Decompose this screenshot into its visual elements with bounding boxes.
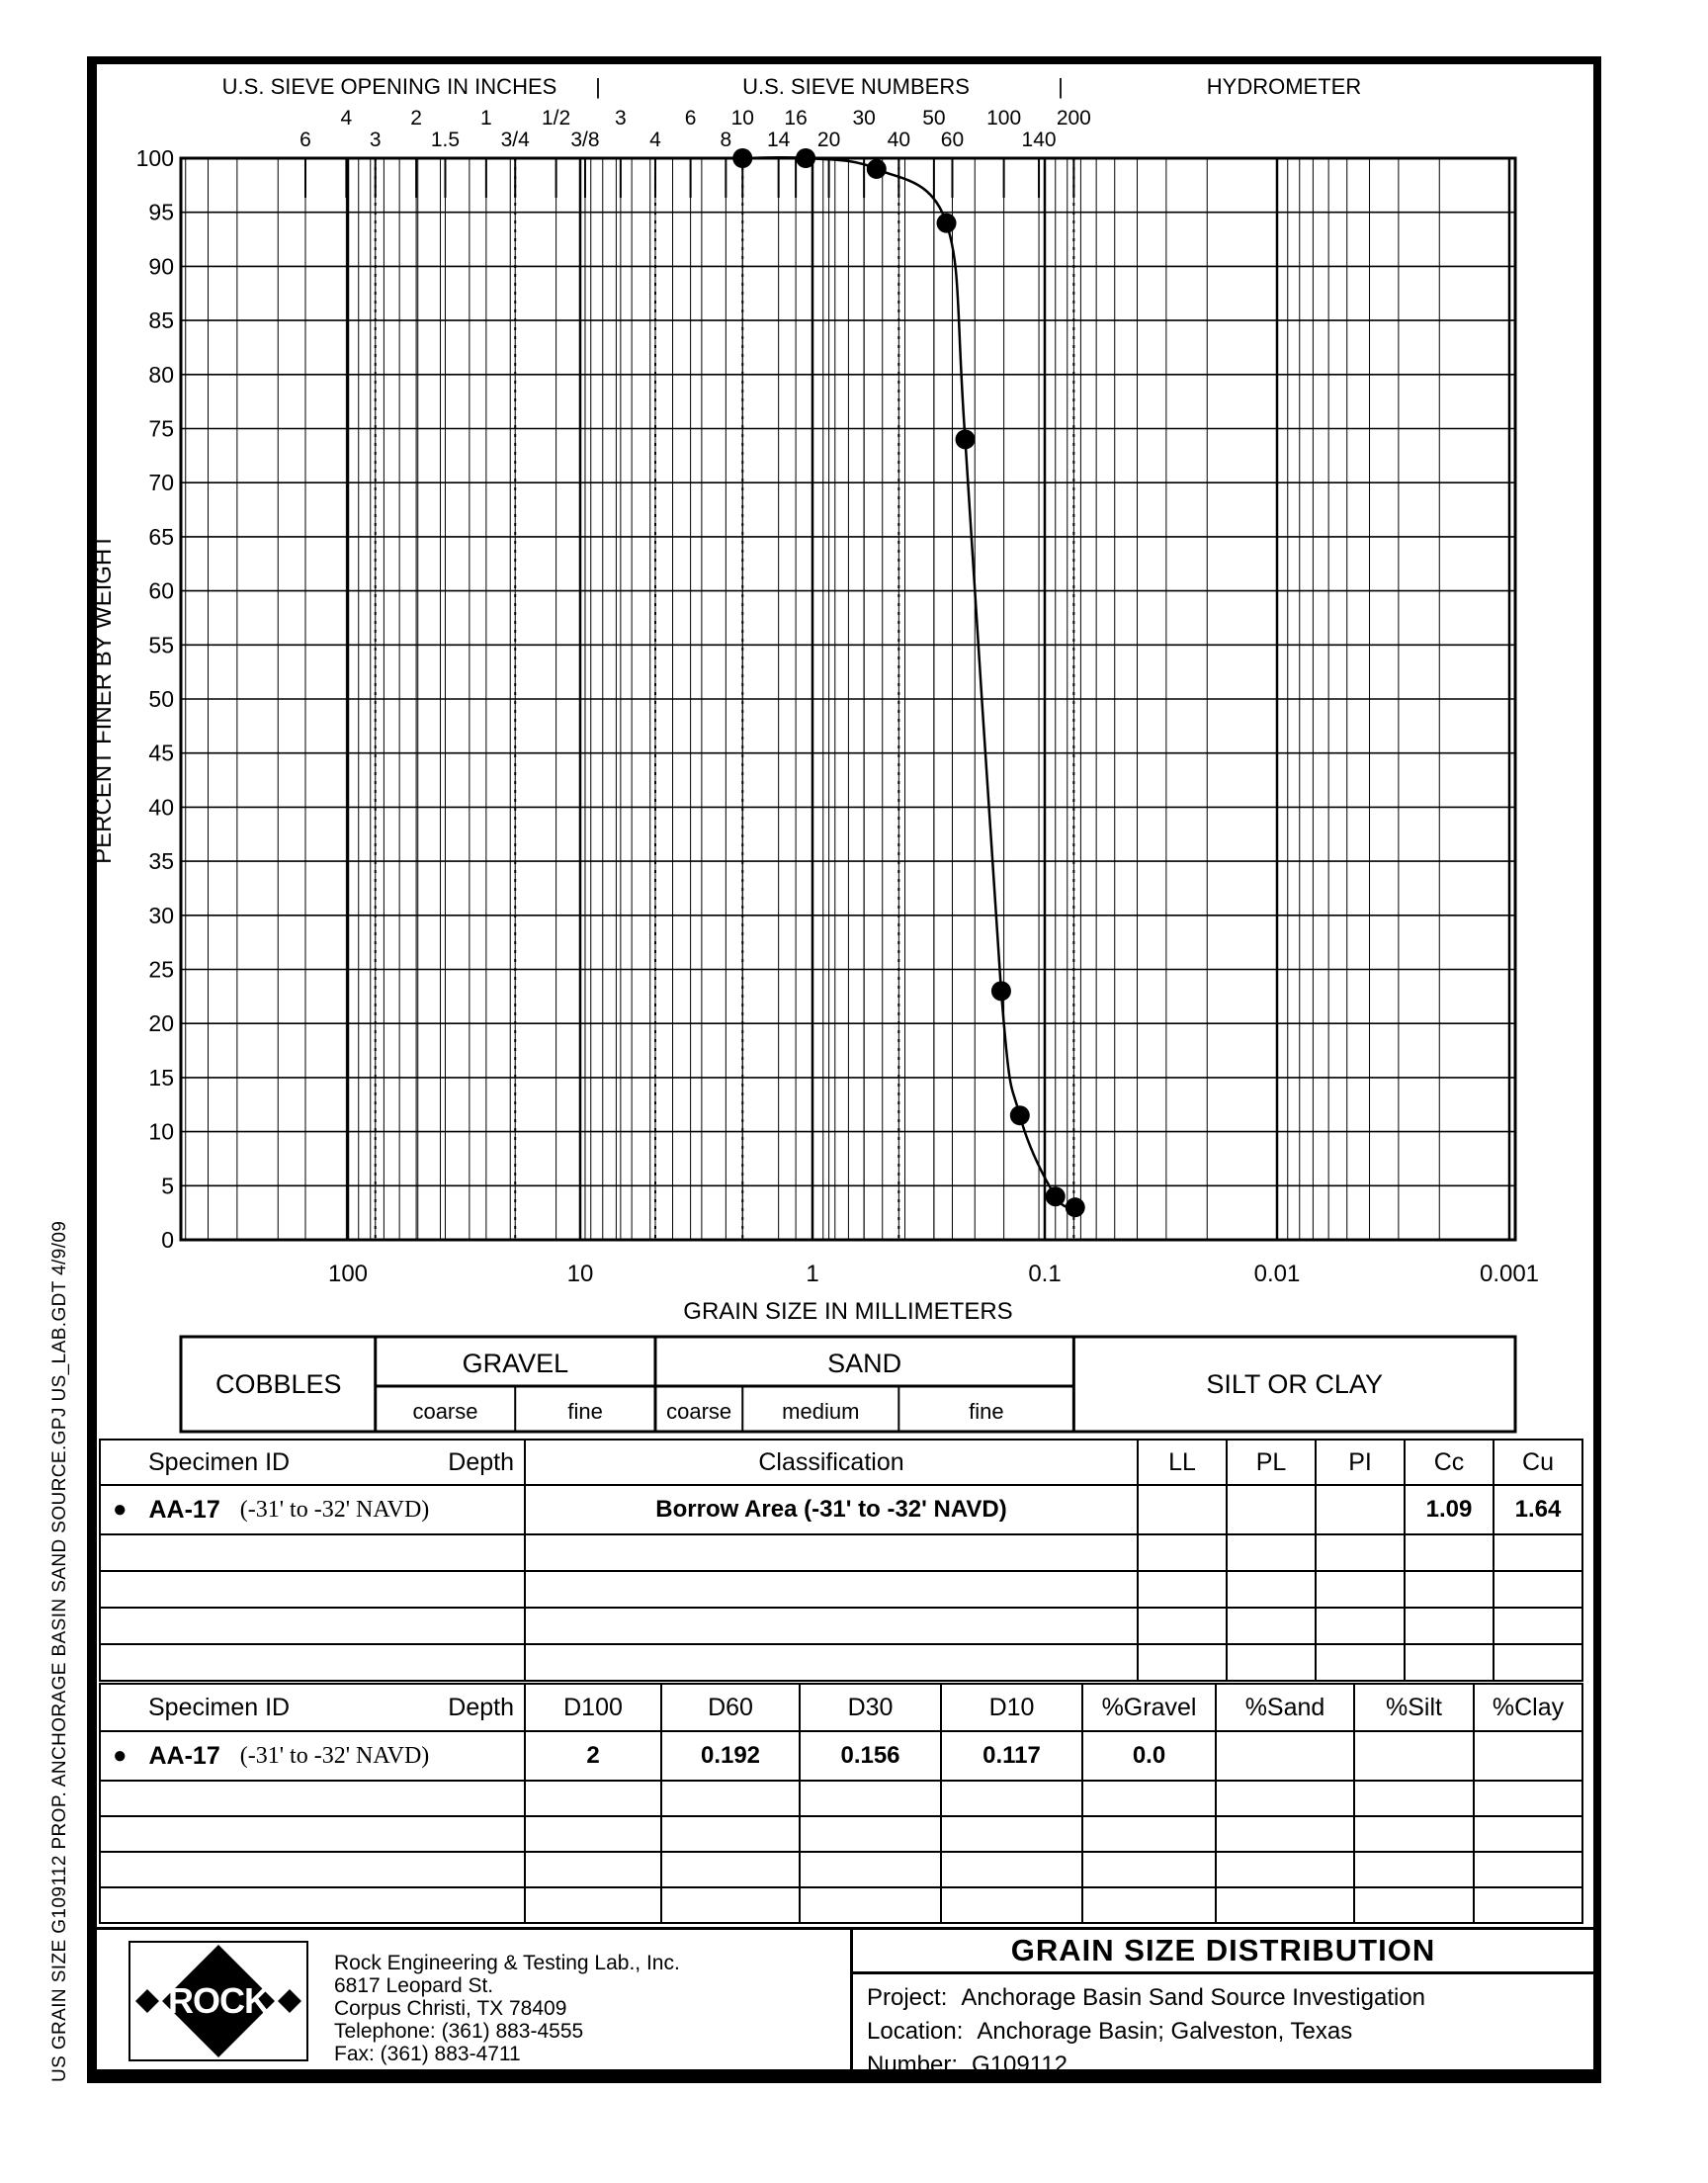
- gradation-table: [99, 1683, 1583, 1924]
- location-line: [867, 2018, 1593, 2046]
- table-cell: [1138, 1644, 1227, 1681]
- x-tick-label: 0.001: [1479, 1261, 1540, 1287]
- number-label: Number:: [867, 2052, 959, 2078]
- sieve-label: 1: [480, 107, 492, 130]
- sieve-label: 4: [649, 129, 661, 151]
- gradation-curve: [742, 157, 1074, 1207]
- sieve-label: 3/8: [570, 129, 600, 151]
- y-tick-label: 70: [148, 470, 174, 496]
- column-header: PL: [1227, 1440, 1316, 1485]
- y-tick-label: 55: [148, 632, 174, 658]
- y-tick-label: 85: [148, 307, 174, 334]
- table-cell: 0.192: [661, 1731, 800, 1781]
- sieve-label: 6: [299, 129, 311, 151]
- table-cell: 0.117: [941, 1731, 1082, 1781]
- table-cell: [1216, 1731, 1354, 1781]
- project-value: Anchorage Basin Sand Source Investigation: [961, 1984, 1426, 2011]
- footer-company-pane: [97, 1930, 850, 2072]
- column-header: %Clay: [1474, 1684, 1582, 1731]
- company-name: Rock Engineering & Testing Lab., Inc.: [334, 1952, 680, 1974]
- table-cell: [1354, 1816, 1474, 1852]
- footer-title-pane: [850, 1930, 1593, 2078]
- project-line: [867, 1984, 1593, 2012]
- project-label: Project:: [867, 1984, 948, 2011]
- company-address-block: [334, 1952, 680, 2065]
- table-cell: 0.0: [1082, 1731, 1216, 1781]
- table-cell: [1474, 1887, 1582, 1923]
- band-group-label: SAND: [827, 1349, 902, 1378]
- sieve-numbers-section-label: U.S. SIEVE NUMBERS: [742, 74, 970, 99]
- specimen-marker-icon: ●: [113, 1496, 128, 1523]
- table-cell: [525, 1816, 661, 1852]
- specimen-depth: (-31' to -32' NAVD): [239, 1742, 430, 1769]
- y-axis-title: PERCENT FINER BY WEIGHT: [90, 534, 117, 864]
- table-cell: [1227, 1608, 1316, 1644]
- specimen-id: AA-17: [148, 1741, 220, 1770]
- y-tick-label: 40: [148, 794, 174, 821]
- hydrometer-section-label: HYDROMETER: [1206, 74, 1362, 99]
- sieve-label: 200: [1056, 107, 1091, 130]
- table-cell: [1354, 1781, 1474, 1816]
- table-row: [100, 1485, 1582, 1534]
- logo-right-diamond-icon: [278, 1989, 301, 2013]
- report-table: [99, 1683, 1583, 1924]
- table-cell: [1405, 1644, 1494, 1681]
- table-cell: [1474, 1852, 1582, 1887]
- company-fax: Fax: (361) 883-4711: [334, 2043, 521, 2065]
- table-cell: [1316, 1534, 1405, 1571]
- band-group-label: SILT OR CLAY: [1206, 1369, 1383, 1399]
- table-row: [100, 1571, 1582, 1608]
- section-separator: |: [1058, 74, 1064, 99]
- y-tick-label: 35: [148, 848, 174, 875]
- sieve-label: 30: [852, 107, 876, 130]
- table-cell: [1216, 1887, 1354, 1923]
- table-cell: [1227, 1571, 1316, 1608]
- band-group-label: GRAVEL: [462, 1349, 569, 1378]
- table-cell: [941, 1852, 1082, 1887]
- table-cell: [1082, 1816, 1216, 1852]
- data-point: [1010, 1105, 1030, 1125]
- table-cell: [1494, 1571, 1582, 1608]
- sieve-label: 2: [410, 107, 422, 130]
- table-cell: 1.09: [1405, 1485, 1494, 1534]
- table-cell: [1405, 1534, 1494, 1571]
- y-tick-label: 75: [148, 415, 174, 442]
- number-value: G109112: [972, 2052, 1068, 2078]
- specimen-marker-icon: ●: [113, 1742, 128, 1769]
- table-row: [100, 1534, 1582, 1571]
- x-tick-label: 1: [806, 1261, 819, 1287]
- table-cell: 1.64: [1494, 1485, 1582, 1534]
- column-header: D60: [661, 1684, 800, 1731]
- table-cell: [525, 1608, 1138, 1644]
- data-point: [1046, 1186, 1066, 1206]
- table-cell: [525, 1571, 1138, 1608]
- y-tick-label: 60: [148, 577, 174, 604]
- table-cell: [1474, 1731, 1582, 1781]
- column-header: D30: [800, 1684, 941, 1731]
- x-tick-label: 100: [327, 1261, 369, 1287]
- y-tick-label: 65: [148, 523, 174, 550]
- table-cell: [1138, 1485, 1227, 1534]
- data-point: [991, 981, 1011, 1001]
- depth-header: Depth: [448, 1447, 514, 1476]
- project-info: [853, 1974, 1593, 2087]
- y-tick-label: 10: [148, 1118, 174, 1145]
- table-row: [100, 1887, 1582, 1923]
- table-cell: [1316, 1644, 1405, 1681]
- table-cell: [1474, 1781, 1582, 1816]
- report-table: [99, 1439, 1583, 1682]
- table-cell: [1354, 1887, 1474, 1923]
- data-point: [1066, 1197, 1085, 1217]
- sieve-label: 3: [369, 129, 382, 151]
- y-tick-label: 20: [148, 1010, 174, 1037]
- table-cell: [1405, 1608, 1494, 1644]
- sieve-label: 3: [615, 107, 627, 130]
- specimen-id-header: Specimen ID: [148, 1693, 291, 1721]
- rock-logo: [128, 1941, 308, 2061]
- table-cell: [1227, 1485, 1316, 1534]
- table-cell: [941, 1887, 1082, 1923]
- column-header: D10: [941, 1684, 1082, 1731]
- logo-text: ROCK: [168, 1980, 269, 2021]
- table-cell: [1474, 1816, 1582, 1852]
- table-cell: [525, 1887, 661, 1923]
- table-cell: [800, 1887, 941, 1923]
- data-point: [937, 214, 957, 233]
- table-cell: [1354, 1852, 1474, 1887]
- specimen-id: AA-17: [148, 1495, 220, 1524]
- table-cell: [661, 1887, 800, 1923]
- table-cell: [1082, 1781, 1216, 1816]
- sidebar-filename-text: US GRAIN SIZE G109112 PROP. ANCHORAGE BASIN SAND SOURCE.GPJ US_LAB.GDT 4/9/09: [49, 1220, 70, 2082]
- specimen-depth: (-31' to -32' NAVD): [239, 1496, 430, 1523]
- table-cell: [941, 1781, 1082, 1816]
- y-tick-label: 50: [148, 686, 174, 712]
- sieve-label: 6: [684, 107, 697, 130]
- sieve-label: 1/2: [542, 107, 571, 130]
- column-header: %Gravel: [1082, 1684, 1216, 1731]
- x-axis-title: GRAIN SIZE IN MILLIMETERS: [683, 1298, 1013, 1325]
- sieve-label: 50: [922, 107, 946, 130]
- sieve-label: 14: [766, 129, 791, 151]
- column-header: Cc: [1405, 1440, 1494, 1485]
- table-cell: [1354, 1731, 1474, 1781]
- data-point: [867, 159, 887, 179]
- sieve-label: 60: [940, 129, 965, 151]
- table-cell: [1316, 1571, 1405, 1608]
- company-street: 6817 Leopard St.: [334, 1974, 494, 1997]
- y-tick-label: 95: [148, 199, 174, 225]
- table-cell: [661, 1781, 800, 1816]
- table-cell: [525, 1852, 661, 1887]
- y-tick-label: 15: [148, 1064, 174, 1091]
- y-tick-label: 90: [148, 253, 174, 280]
- table-cell: [941, 1816, 1082, 1852]
- table-cell: [1316, 1608, 1405, 1644]
- column-header: %Sand: [1216, 1684, 1354, 1731]
- table-row: [100, 1852, 1582, 1887]
- column-header: D100: [525, 1684, 661, 1731]
- company-phone: Telephone: (361) 883-4555: [334, 2020, 584, 2043]
- table-cell: [525, 1644, 1138, 1681]
- sieve-label: 8: [720, 129, 732, 151]
- company-city: Corpus Christi, TX 78409: [334, 1997, 567, 2020]
- band-sub-label: coarse: [412, 1399, 478, 1424]
- footer: [97, 1927, 1593, 2078]
- table-cell: [661, 1816, 800, 1852]
- specimen-id-header: Specimen ID: [148, 1447, 291, 1476]
- y-tick-label: 80: [148, 361, 174, 388]
- data-point: [732, 148, 752, 168]
- table-cell: [1227, 1534, 1316, 1571]
- x-tick-label: 0.1: [1028, 1261, 1062, 1287]
- column-header: Classification: [525, 1440, 1138, 1485]
- table-cell: [1227, 1644, 1316, 1681]
- column-header: LL: [1138, 1440, 1227, 1485]
- table-row: [100, 1816, 1582, 1852]
- rock-logo-graphic: [130, 1943, 306, 2059]
- y-tick-label: 45: [148, 740, 174, 766]
- sieve-label: 10: [730, 107, 754, 130]
- sieve-label: 16: [784, 107, 808, 130]
- table-cell: [800, 1852, 941, 1887]
- sieve-label: 4: [340, 107, 353, 130]
- column-header: Cu: [1494, 1440, 1582, 1485]
- table-cell: [1138, 1608, 1227, 1644]
- table-row: [100, 1781, 1582, 1816]
- table-cell: [1138, 1571, 1227, 1608]
- table-cell: [1405, 1571, 1494, 1608]
- table-row: [100, 1731, 1582, 1781]
- table-cell: [1216, 1781, 1354, 1816]
- table-cell: [525, 1781, 661, 1816]
- table-cell: [800, 1781, 941, 1816]
- y-tick-label: 100: [135, 145, 174, 171]
- x-tick-label: 0.01: [1253, 1261, 1301, 1287]
- table-cell: [1494, 1644, 1582, 1681]
- sieve-label: 20: [816, 129, 841, 151]
- table-cell: 0.156: [800, 1731, 941, 1781]
- number-line: [867, 2052, 1593, 2079]
- column-header: PI: [1316, 1440, 1405, 1485]
- table-cell: [800, 1816, 941, 1852]
- band-sub-label: fine: [969, 1399, 1004, 1424]
- table-cell: [1082, 1852, 1216, 1887]
- sieve-label: 1.5: [430, 129, 461, 151]
- report-title: GRAIN SIZE DISTRIBUTION: [853, 1930, 1593, 1974]
- table-cell: [1138, 1534, 1227, 1571]
- sieve-label: 40: [887, 129, 911, 151]
- table-cell: Borrow Area (-31' to -32' NAVD): [525, 1485, 1138, 1534]
- sieve-label: 140: [1021, 129, 1057, 151]
- table-row: [100, 1644, 1582, 1681]
- table-cell: [525, 1534, 1138, 1571]
- y-tick-label: 0: [161, 1227, 174, 1253]
- sieve-label: 3/4: [500, 129, 530, 151]
- table-cell: [661, 1852, 800, 1887]
- table-cell: [1494, 1608, 1582, 1644]
- y-tick-label: 25: [148, 956, 174, 983]
- y-tick-label: 5: [161, 1173, 174, 1199]
- location-label: Location:: [867, 2018, 964, 2045]
- logo-left-diamond-icon: [135, 1989, 159, 2013]
- location-value: Anchorage Basin; Galveston, Texas: [977, 2018, 1353, 2045]
- section-separator: |: [595, 74, 601, 99]
- table-cell: [1494, 1534, 1582, 1571]
- band-sub-label: fine: [567, 1399, 603, 1424]
- data-point: [956, 429, 976, 449]
- table-cell: [1316, 1485, 1405, 1534]
- y-tick-label: 30: [148, 902, 174, 928]
- table-cell: [1216, 1816, 1354, 1852]
- table-cell: [1082, 1887, 1216, 1923]
- table-row: [100, 1608, 1582, 1644]
- x-tick-label: 10: [566, 1261, 594, 1287]
- sieve-label: 100: [986, 107, 1022, 130]
- table-cell: 2: [525, 1731, 661, 1781]
- sieve-inches-section-label: U.S. SIEVE OPENING IN INCHES: [221, 74, 557, 99]
- classification-table: [99, 1439, 1583, 1682]
- depth-header: Depth: [448, 1693, 514, 1721]
- band-sub-label: medium: [782, 1399, 860, 1424]
- band-sub-label: coarse: [666, 1399, 732, 1424]
- column-header: %Silt: [1354, 1684, 1474, 1731]
- data-point: [796, 148, 815, 168]
- table-cell: [1216, 1852, 1354, 1887]
- band-group-label: COBBLES: [214, 1369, 342, 1399]
